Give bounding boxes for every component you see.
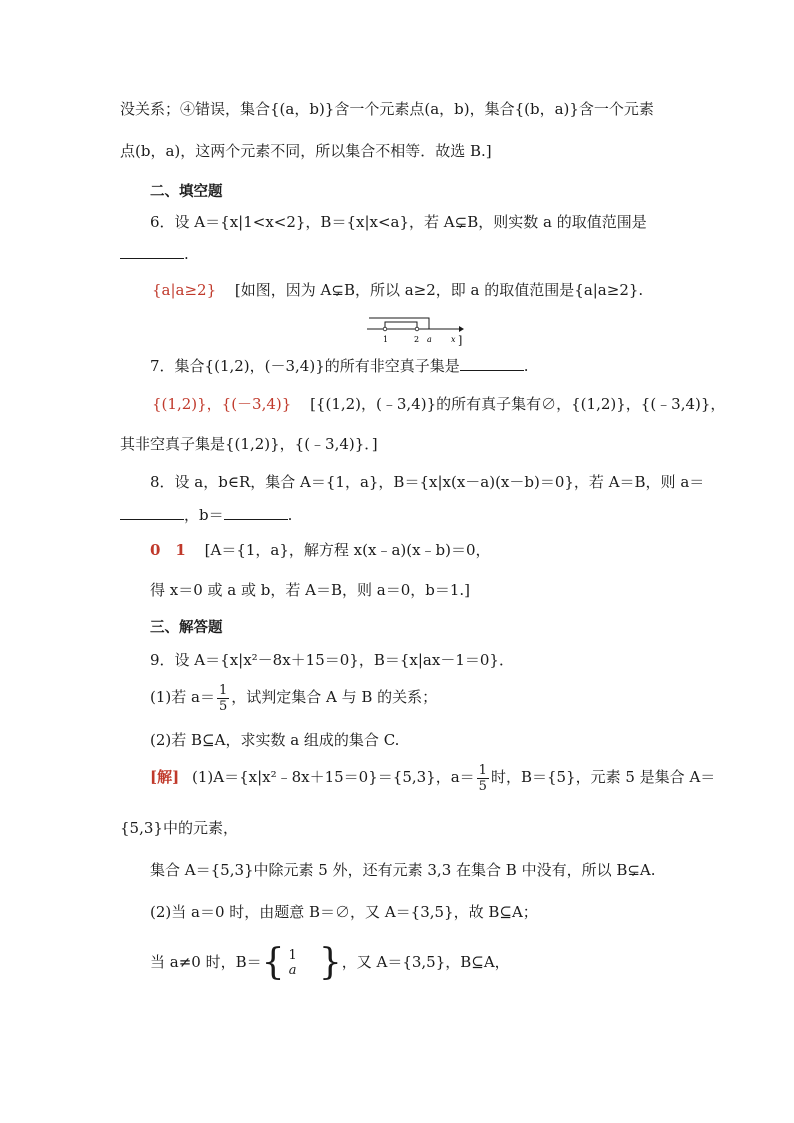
solution-4 (150, 940, 510, 984)
open-point (383, 327, 387, 331)
fraction-one-fifth (477, 763, 489, 794)
denominator: a (288, 963, 297, 978)
set-brace: } (318, 942, 342, 983)
arrow-icon (459, 326, 464, 332)
solution-4-text-post: ，又 A＝{3,5}，B⊆A， (341, 953, 510, 971)
numerator: 1 (478, 762, 487, 778)
denominator: 5 (218, 698, 228, 714)
solution-1-text: (1)A＝{x|x²﹣8x＋15＝0}＝{5,3}，a＝ (191, 768, 475, 786)
question-9-part-1 (150, 680, 437, 714)
set-brace: { (261, 942, 285, 983)
fraction-one-over-a (287, 948, 299, 978)
answer-7-explanation: [{(1,2)，(﹣3,4)}的所有真子集有∅，{(1,2)}，{(﹣3,4)}， (310, 395, 726, 413)
question-8-blanks (120, 505, 292, 525)
tick-label: x (451, 335, 456, 344)
part-1-text-post: ，试判定集合 A 与 B 的关系； (231, 688, 438, 706)
solution-1 (150, 760, 715, 794)
tick-label: a (427, 335, 432, 344)
answer-8-explanation: [A＝{1，a}，解方程 x(x﹣a)(x﹣b)＝0， (204, 541, 491, 559)
section-heading: 二、填空题 (150, 184, 223, 200)
period: . (184, 245, 189, 263)
period: . (523, 357, 529, 375)
solution-4-text: 当 a≠0 时，B＝ (150, 953, 262, 971)
tick-label: 1 (383, 335, 389, 344)
separator: ，b＝ (184, 506, 224, 524)
answer-blank (224, 505, 288, 520)
denominator: 5 (478, 778, 487, 794)
open-point (415, 327, 419, 331)
numerator: 1 (288, 948, 297, 963)
answer-8-continued: 得 x＝0 或 a 或 b，若 A＝B，则 a＝0，b＝1.] (150, 581, 471, 599)
solution-3: (2)当 a＝0 时，由题意 B＝∅，又 A＝{3,5}，故 B⊆A； (150, 903, 538, 921)
closing-bracket: ] (458, 334, 463, 346)
question-6-blank (120, 244, 189, 264)
question-9-part-2: (2)若 B⊆A，求实数 a 组成的集合 C. (150, 731, 400, 749)
question-8: 8．设 a，b∈R，集合 A＝{1，a}，B＝{x|x(x－a)(x－b)＝0}，若 A＝B，则 a＝ (150, 473, 705, 491)
answer-7-continued: 其非空真子集是{(1,2)}，{(﹣3,4)}．] (120, 435, 378, 453)
period: . (287, 506, 293, 524)
answer-8 (150, 540, 491, 560)
part-1-text: (1)若 a＝ (150, 688, 215, 706)
question-6: 6．设 A＝{x|1<x<2}，B＝{x|x<a}，若 A⊊B，则实数 a 的取值范围是 (150, 213, 647, 231)
question-9: 9．设 A＝{x|x²－8x＋15＝0}，B＝{x|ax－1＝0}． (150, 651, 514, 669)
solution-tag: [解] (150, 768, 180, 786)
answer-6-explanation: [如图，因为 A⊊B，所以 a≥2，即 a 的取值范围是{a|a≥2}. (234, 281, 644, 299)
answer-blank (460, 356, 524, 371)
question-7 (150, 356, 529, 376)
answer-blank (120, 505, 184, 520)
text-line: 点(b，a)，这两个元素不同，所以集合不相等．故选 B.] (120, 142, 492, 160)
solution-1-text-post: 时，B＝{5}，元素 5 是集合 A＝ (490, 768, 716, 786)
solution-2: 集合 A＝{5,3}中除元素 5 外，还有元素 3,3 在集合 B 中没有，所以 B⊊A. (150, 861, 656, 879)
answer-6 (152, 280, 643, 300)
tick-label: 2 (414, 335, 420, 344)
number-line-figure (365, 314, 465, 346)
answer-7 (152, 394, 725, 414)
fraction-one-fifth (217, 683, 229, 714)
section-heading: 三、解答题 (150, 620, 223, 636)
solution-1-continued: {5,3}中的元素， (120, 819, 238, 837)
interval-b-bracket (369, 318, 429, 329)
answer-6-value: {a|a≥2} (152, 281, 217, 299)
answer-blank (120, 244, 184, 259)
question-7-text: 7．集合{(1,2)，(－3,4)}的所有非空真子集是 (150, 357, 460, 375)
answer-7-value: {(1,2)}，{(－3,4)} (152, 395, 292, 413)
text-line: 没关系；④错误，集合{(a，b)}含一个元素点(a，b)，集合{(b，a)}含一个元素 (120, 100, 654, 118)
numerator: 1 (218, 682, 228, 698)
interval-a-bracket (385, 322, 417, 329)
answer-8-value: 0 1 (150, 541, 186, 559)
